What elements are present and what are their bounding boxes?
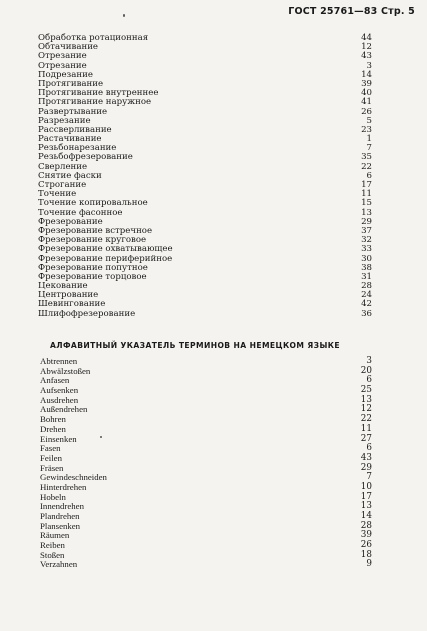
index-page-number: 17 <box>361 180 372 190</box>
index-page-number: 36 <box>361 308 372 319</box>
index-term: Фрезерование попутное <box>38 262 148 273</box>
index-term: Точение копировальное <box>38 198 148 209</box>
index-term: Протягивание <box>38 78 104 89</box>
page-header: ГОСТ 25761—83 Стр. 5 <box>288 6 415 17</box>
index-page-number: 42 <box>361 299 372 310</box>
index-page-number: 6 <box>366 443 372 454</box>
index-term: Строгание <box>38 180 87 190</box>
index-entry <box>40 367 372 377</box>
index-entry <box>40 483 372 493</box>
index-entry <box>40 386 372 396</box>
index-entry <box>38 172 372 181</box>
index-term: Рассверливание <box>38 124 112 135</box>
index-page-number: 14 <box>361 69 372 80</box>
index-entry <box>40 473 372 483</box>
index-term: Фрезерование охватывающее <box>38 244 173 255</box>
index-page-number: 20 <box>360 365 372 376</box>
index-term: Обработка ротационная <box>38 33 149 43</box>
index-page-number: 13 <box>361 207 372 218</box>
index-page-number: 25 <box>360 385 372 396</box>
index-page-number: 17 <box>360 491 372 502</box>
index-page-number: 35 <box>361 152 372 163</box>
index-entry <box>40 454 372 464</box>
index-entry <box>40 405 372 415</box>
index-term: Plandrehen <box>40 511 80 521</box>
index-term: Plansenken <box>40 520 81 531</box>
scan-speck <box>123 14 125 17</box>
index-term: Fasen <box>40 443 61 454</box>
index-page-number: 30 <box>361 253 372 264</box>
index-page-number: 43 <box>361 51 372 62</box>
index-term: Verzahnen <box>40 559 78 570</box>
german-term-index <box>40 357 372 570</box>
index-term: Снятие фаски <box>38 170 102 181</box>
index-page-number: 24 <box>361 290 372 301</box>
index-term: Drehen <box>40 423 66 434</box>
index-page-number: 6 <box>366 375 372 386</box>
index-term: Innendrehen <box>40 501 84 512</box>
index-entry <box>38 153 372 162</box>
index-term: Точение <box>38 189 77 200</box>
index-page-number: 33 <box>361 244 372 255</box>
index-page-number: 22 <box>360 414 372 425</box>
index-page-number: 3 <box>366 356 372 366</box>
index-term: Feilen <box>40 452 62 463</box>
index-page-number: 37 <box>361 225 372 236</box>
index-term: Fräsen <box>40 462 64 473</box>
index-term: Обтачивание <box>38 42 99 53</box>
index-page-number: 38 <box>361 262 372 273</box>
index-page-number: 40 <box>361 88 372 99</box>
index-entry <box>40 502 372 512</box>
index-page-number: 41 <box>361 97 372 108</box>
index-term: Фрезерование круговое <box>38 235 147 246</box>
russian-term-index <box>38 34 372 319</box>
index-page-number: 13 <box>360 394 372 405</box>
index-term: Фрезерование торцовое <box>38 271 147 282</box>
index-page-number: 39 <box>360 530 372 541</box>
index-term: Фрезерование <box>38 216 103 227</box>
index-term: Aufsenken <box>40 385 79 396</box>
index-term: Шевингование <box>38 299 106 310</box>
index-entry <box>40 396 372 406</box>
index-page-number: 11 <box>360 423 372 434</box>
index-term: Gewindeschneiden <box>40 472 107 483</box>
index-page-number: 12 <box>360 404 372 415</box>
index-term: Развертывание <box>38 106 108 117</box>
index-term: Разрезание <box>38 115 91 126</box>
index-term: Цекование <box>38 281 88 292</box>
index-entry <box>38 43 372 52</box>
index-page-number: 39 <box>361 78 372 89</box>
index-page-number: 26 <box>361 106 372 117</box>
index-page-number: 12 <box>361 42 372 53</box>
index-entry <box>40 541 372 551</box>
index-page-number: 9 <box>366 559 372 570</box>
index-page-number: 15 <box>361 198 372 209</box>
index-term: Hinterdrehen <box>40 481 87 492</box>
index-term: Außendrehen <box>40 404 88 415</box>
index-page-number: 28 <box>360 520 372 531</box>
index-page-number: 10 <box>360 481 372 492</box>
index-page-number: 13 <box>360 501 372 512</box>
index-term: Отрезание <box>38 60 87 71</box>
index-term: Einsenken <box>40 433 77 444</box>
index-entry <box>40 531 372 541</box>
index-page-number: 32 <box>361 235 372 246</box>
index-entry <box>40 512 372 522</box>
index-entry <box>40 425 372 435</box>
index-term: Abtrennen <box>40 356 78 366</box>
index-entry <box>40 493 372 503</box>
index-term: Центрование <box>38 290 99 301</box>
index-term: Ausdrehen <box>40 394 79 405</box>
index-term: Bohren <box>40 414 66 425</box>
index-entry <box>38 52 372 61</box>
index-entry <box>40 560 372 570</box>
index-page-number: 7 <box>366 472 372 483</box>
index-page-number: 18 <box>360 549 372 560</box>
index-term: Подрезание <box>38 69 93 80</box>
index-entry <box>38 181 372 190</box>
index-term: Anfasen <box>40 375 70 386</box>
index-term: Резьбофрезерование <box>38 152 133 163</box>
index-term: Hobeln <box>40 491 66 502</box>
index-term: Точение фасонное <box>38 207 123 218</box>
index-entry <box>40 522 372 532</box>
index-entry <box>38 273 372 282</box>
index-entry <box>40 435 372 445</box>
index-term: Reiben <box>40 540 65 551</box>
index-page-number: 14 <box>360 511 372 521</box>
index-page-number: 29 <box>361 216 372 227</box>
index-page-number: 1 <box>366 134 372 145</box>
index-term: Фрезерование встречное <box>38 225 153 236</box>
index-entry <box>40 376 372 386</box>
index-term: Stoßen <box>40 549 65 560</box>
index-page-number: 5 <box>366 115 372 126</box>
index-entry <box>40 444 372 454</box>
index-page-number: 11 <box>361 189 372 200</box>
index-term: Сверление <box>38 161 88 172</box>
index-term: Протягивание внутреннее <box>38 88 159 99</box>
index-page-number: 3 <box>366 60 372 71</box>
index-page-number: 7 <box>366 143 372 154</box>
index-page-number: 23 <box>361 124 372 135</box>
index-entry <box>38 310 372 319</box>
index-page-number: 31 <box>361 271 372 282</box>
index-term: Растачивание <box>38 134 102 145</box>
index-page-number: 29 <box>360 462 372 473</box>
index-page-number: 26 <box>360 540 372 551</box>
german-index-title: АЛФАВИТНЫЙ УКАЗАТЕЛЬ ТЕРМИНОВ НА НЕМЕЦКОМ ЯЗЫКЕ <box>50 341 340 350</box>
index-term: Резьбонарезание <box>38 143 117 154</box>
index-page-number: 6 <box>366 170 372 181</box>
index-term: Шлифофрезерование <box>38 308 136 319</box>
index-term: Räumen <box>40 530 70 541</box>
index-term: Отрезание <box>38 51 87 62</box>
index-page-number: 44 <box>361 33 372 43</box>
index-page-number: 43 <box>360 452 372 463</box>
index-page-number: 28 <box>361 281 372 292</box>
index-term: Протягивание наружное <box>38 97 152 108</box>
index-entry <box>40 551 372 561</box>
index-entry <box>40 415 372 425</box>
index-term: Abwälzstoßen <box>40 365 91 376</box>
index-page-number: 27 <box>360 433 372 444</box>
index-term: Фрезерование периферийное <box>38 253 173 264</box>
index-page-number: 22 <box>361 161 372 172</box>
scan-speck <box>100 436 102 438</box>
